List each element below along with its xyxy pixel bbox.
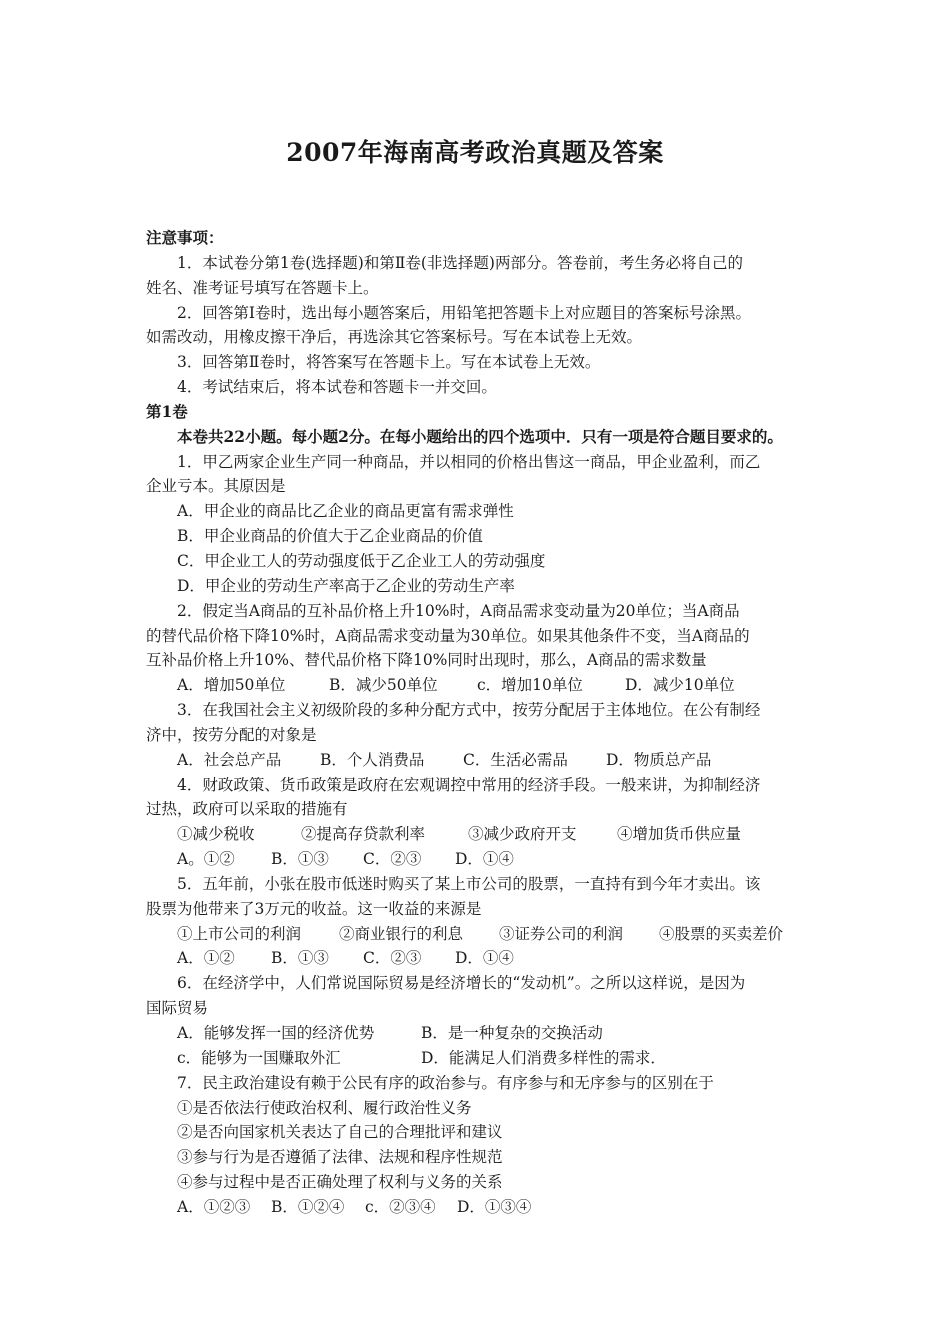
question-option: C．生活必需品: [463, 750, 568, 769]
section-instruction: 本卷共22小题。每小题2分。在每小题给出的四个选项中．只有一项是符合题目要求的。: [177, 426, 783, 446]
question-item: ③证券公司的利润: [499, 924, 624, 943]
question-stem: 4．财政政策、货币政策是政府在宏观调控中常用的经济手段。一般来讲，为抑制经济: [177, 775, 761, 794]
question-option: c．能够为一国赚取外汇: [177, 1048, 341, 1067]
question-option: D．甲企业的劳动生产率高于乙企业的劳动生产率: [177, 576, 515, 595]
question-options-row: [146, 946, 810, 971]
question-option: D．物质总产品: [606, 750, 712, 769]
question-option: C．甲企业工人的劳动强度低于乙企业工人的劳动强度: [177, 551, 546, 570]
question-stem: 济中，按劳分配的对象是: [146, 725, 317, 744]
question-item: ②商业银行的利息: [339, 924, 464, 943]
question-stem: 股票为他带来了3万元的收益。这一收益的来源是: [146, 899, 482, 918]
question-item: ④股票的买卖差价: [659, 924, 784, 943]
notice-line: 姓名、准考证号填写在答题卡上。: [146, 278, 379, 297]
question-option: B．①②④: [271, 1197, 345, 1216]
question-stem: 过热，政府可以采取的措施有: [146, 800, 348, 819]
question-stem: 6．在经济学中，人们常说国际贸易是经济增长的“发动机”。之所以这样说，是因为: [177, 974, 746, 993]
question-option: A．①②③: [177, 1197, 251, 1216]
question-stem: 企业亏本。其原因是: [146, 477, 286, 496]
question-option: c．增加10单位: [477, 676, 583, 695]
question-items-row: [146, 822, 810, 847]
question-item: ②是否向国家机关表达了自己的合理批评和建议: [177, 1123, 503, 1142]
question-options-row: [146, 1195, 810, 1220]
question-option: A．社会总产品: [177, 750, 282, 769]
question-option: D．①③④: [457, 1197, 532, 1216]
section-heading: 第1卷: [146, 401, 188, 421]
question-options-row: [146, 1046, 810, 1071]
question-stem: 1．甲乙两家企业生产同一种商品，并以相同的价格出售这一商品，甲企业盈利，而乙: [177, 452, 761, 471]
question-option: D．①④: [455, 949, 514, 968]
notice-heading: 注意事项：: [146, 228, 224, 247]
question-stem: 7．民主政治建设有赖于公民有序的政治参与。有序参与和无序参与的区别在于: [177, 1073, 714, 1092]
question-option: A。①②: [177, 850, 235, 869]
question-option: C．②③: [363, 949, 422, 968]
question-option: C．②③: [363, 850, 422, 869]
page-title: 2007年海南高考政治真题及答案: [286, 138, 664, 167]
question-stem: 的替代品价格下降10%时，A商品需求变动量为30单位。如果其他条件不变，当A商品的: [146, 626, 750, 645]
question-option: D．减少10单位: [625, 676, 735, 695]
question-option: B．是一种复杂的交换活动: [421, 1024, 603, 1042]
question-item: ①减少税收: [177, 825, 255, 844]
question-item: ③减少政府开支: [468, 825, 577, 844]
question-option: A．①②: [177, 949, 235, 968]
question-option: B．减少50单位: [329, 676, 438, 695]
question-item: ④参与过程中是否正确处理了权利与义务的关系: [177, 1173, 503, 1192]
notice-line: 4．考试结束后，将本试卷和答题卡一并交回。: [177, 378, 497, 397]
notice-line: 如需改动，用橡皮擦干净后，再选涂其它答案标号。写在本试卷上无效。: [146, 328, 643, 347]
document-body: [146, 226, 810, 1220]
question-option: B．①③: [271, 850, 329, 869]
question-option: A．增加50单位: [177, 676, 286, 695]
notice-line: 2．回答第Ⅰ卷时，选出每小题答案后，用铅笔把答题卡上对应题目的答案标号涂黑。: [177, 303, 751, 322]
question-options-row: [146, 673, 810, 698]
question-option: A．能够发挥一国的经济优势: [177, 1024, 375, 1042]
question-option: c．②③④: [365, 1197, 436, 1216]
question-options-row: [146, 847, 810, 872]
question-option: A．甲企业的商品比乙企业的商品更富有需求弹性: [177, 502, 514, 521]
notice-line: 1．本试卷分第1卷(选择题)和第Ⅱ卷(非选择题)两部分。答卷前，考生务必将自己的: [177, 253, 743, 272]
question-item: ③参与行为是否遵循了法律、法规和程序性规范: [177, 1148, 503, 1167]
question-option: B．个人消费品: [320, 750, 425, 769]
notice-line: 3．回答第Ⅱ卷时，将答案写在答题卡上。写在本试卷上无效。: [177, 353, 601, 372]
question-option: B．甲企业商品的价值大于乙企业商品的价值: [177, 527, 483, 546]
question-stem: 5．五年前，小张在股市低迷时购买了某上市公司的股票，一直持有到今年才卖出。该: [177, 874, 761, 893]
question-option: B．①③: [271, 949, 329, 968]
question-item: ④增加货币供应量: [617, 825, 742, 844]
question-options-row: [146, 748, 810, 773]
question-item: ①是否依法行使政治权利、履行政治性义务: [177, 1098, 472, 1117]
question-stem: 3．在我国社会主义初级阶段的多种分配方式中，按劳分配居于主体地位。在公有制经: [177, 701, 761, 720]
question-item: ①上市公司的利润: [177, 924, 302, 943]
question-stem: 2．假定当A商品的互补品价格上升10%时，A商品需求变动量为20单位；当A商品: [177, 601, 740, 620]
question-items-row: [146, 922, 810, 947]
question-stem: 互补品价格上升10%、替代品价格下降10%同时出现时，那么，A商品的需求数量: [146, 651, 707, 670]
question-stem: 国际贸易: [146, 999, 209, 1018]
question-option: D．能满足人们消费多样性的需求．: [421, 1048, 666, 1067]
question-option: D．①④: [455, 850, 514, 869]
question-options-row: [146, 1021, 810, 1046]
question-item: ②提高存贷款利率: [301, 825, 426, 844]
